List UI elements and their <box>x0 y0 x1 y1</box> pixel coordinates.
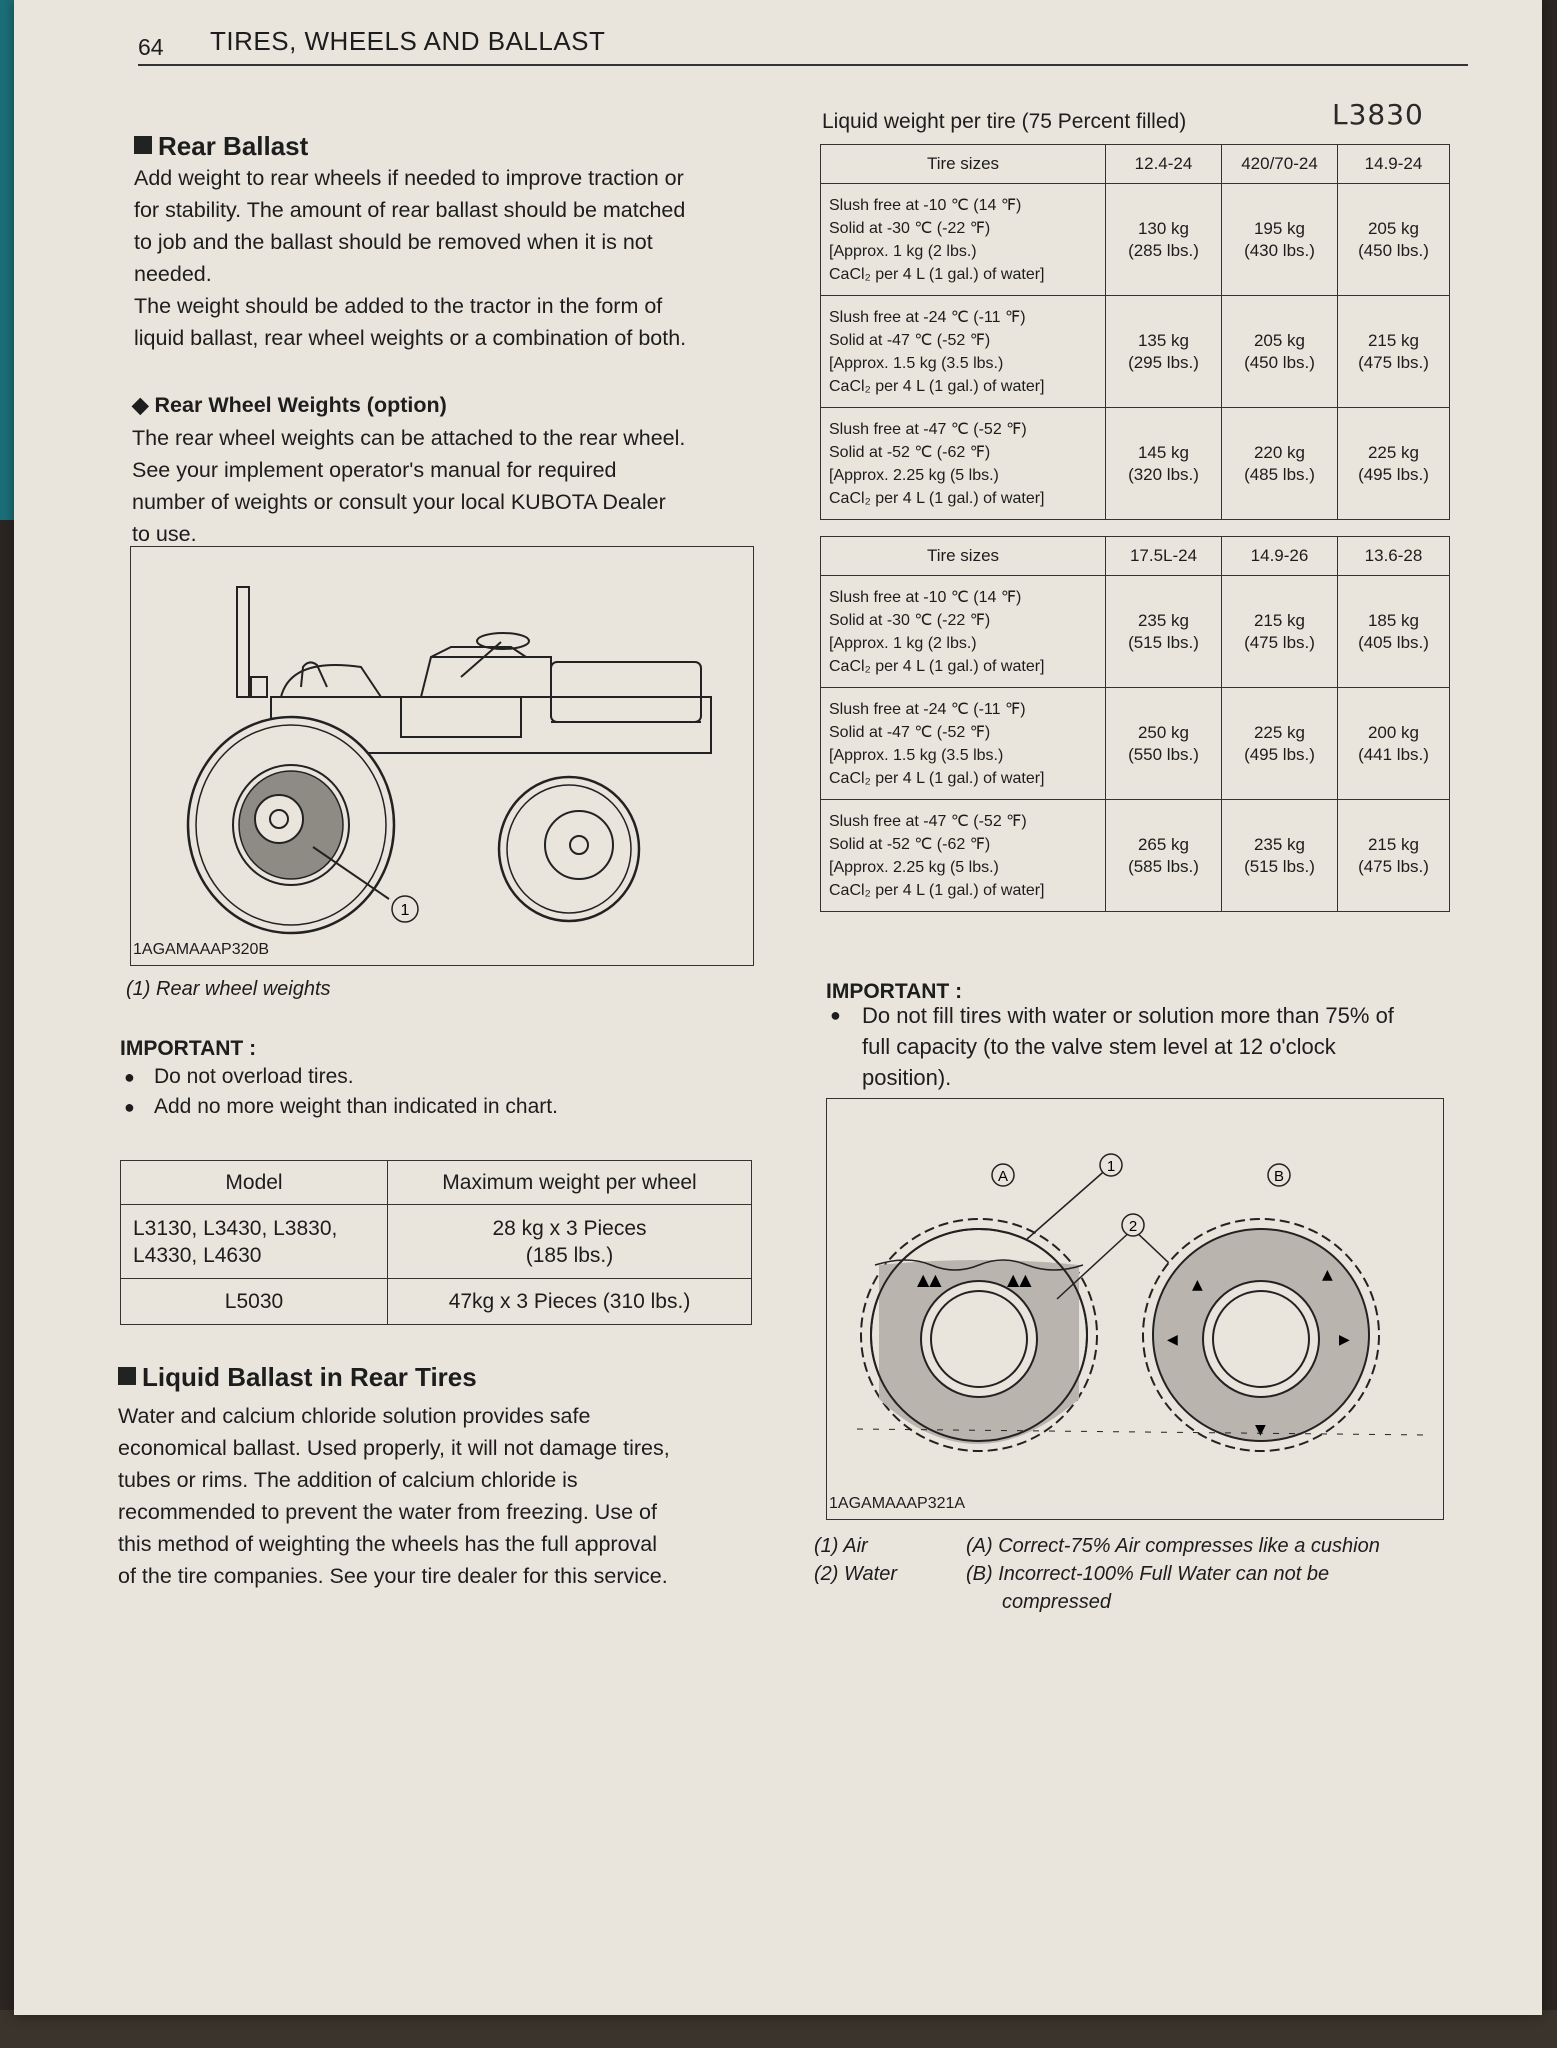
column-header: Model <box>121 1161 388 1205</box>
important-item: ● Do not overload tires. <box>120 1062 760 1092</box>
tire-size-header: 14.9-26 <box>1222 537 1338 576</box>
arrow-out-icon: ▶ <box>1339 1332 1350 1348</box>
header-rule <box>138 64 1468 66</box>
weight-cell: 235 kg (515 lbs.) <box>1222 800 1338 912</box>
tire-fill-figure <box>826 1098 1444 1520</box>
arrow-out-icon: ▲ <box>1322 1267 1333 1283</box>
weight-cell: 220 kg (485 lbs.) <box>1222 408 1338 520</box>
rear-ballast-text: Add weight to rear wheels if needed to improve traction or for stability. The amount of rear ballast should be matched to job and the ballast should be removed when it is not needed. The weight should be added to the tractor in the form of liquid ballast, rear wheel weights or a combination of both. <box>134 166 687 350</box>
table-cell-model: L3130, L3430, L3830, L4330, L4630 <box>121 1205 388 1279</box>
arrow-out-icon: ◀ <box>1167 1332 1178 1348</box>
rear-wheel-weights-heading: ◆ Rear Wheel Weights (option) <box>132 393 447 417</box>
important-heading: IMPORTANT : <box>120 1037 257 1060</box>
important-2-text: ● Do not fill tires with water or solution more than 75% of full capacity (to the valve stem level at 12 o'clock position). <box>826 1000 1466 1093</box>
condition-cell: Slush free at -24 ℃ (-11 ℉) Solid at -47 ℃ (-52 ℉) [Approx. 1.5 kg (3.5 lbs.) CaCl₂ per 4 L (1 gal.) of water] <box>821 296 1106 408</box>
callout-air: 1 <box>1106 1158 1116 1175</box>
figure-code: 1AGAMAAAP321A <box>829 1495 966 1512</box>
important-heading-2: IMPORTANT : <box>826 980 963 1003</box>
tire-size-header: 420/70-24 <box>1222 145 1338 184</box>
important-list <box>120 1062 760 1122</box>
tractor-illustration <box>131 547 753 965</box>
important-item: ● Add no more weight than indicated in chart. <box>120 1092 760 1122</box>
diamond-bullet-icon: ◆ <box>132 393 149 417</box>
weight-cell: 145 kg (320 lbs.) <box>1106 408 1222 520</box>
column-header: Maximum weight per wheel <box>388 1161 752 1205</box>
callout-number: 1 <box>400 902 410 919</box>
tire-correct <box>861 1164 1097 1451</box>
weight-cell: 215 kg (475 lbs.) <box>1338 800 1450 912</box>
condition-cell: Slush free at -24 ℃ (-11 ℉) Solid at -47 ℃ (-52 ℉) [Approx. 1.5 kg (3.5 lbs.) CaCl₂ per 4 L (1 gal.) of water] <box>821 688 1106 800</box>
liquid-ballast-text: Water and calcium chloride solution provides safe economical ballast. Used properly, it will not damage tires, tubes or rims. The addition of calcium chloride is recommended to prevent the water from freezing. Use of this method of weighting the wheels has the full approval of the tire companies. See your tire dealer for this service. <box>118 1404 670 1588</box>
weight-cell: 215 kg (475 lbs.) <box>1338 296 1450 408</box>
front-wheel <box>499 777 639 921</box>
section-square-icon <box>118 1367 136 1385</box>
manual-page <box>14 0 1542 2015</box>
weight-cell: 130 kg (285 lbs.) <box>1106 184 1222 296</box>
handwritten-note: L3830 <box>1332 98 1424 131</box>
figure-label-a: A <box>997 1168 1009 1185</box>
liquid-ballast-heading: Liquid Ballast in Rear Tires <box>118 1362 477 1393</box>
condition-cell: Slush free at -47 ℃ (-52 ℉) Solid at -52 ℃ (-62 ℉) [Approx. 2.25 kg (5 lbs.) CaCl₂ per 4 L (1 gal.) of water] <box>821 800 1106 912</box>
weight-cell: 200 kg (441 lbs.) <box>1338 688 1450 800</box>
weight-cell: 250 kg (550 lbs.) <box>1106 688 1222 800</box>
condition-cell: Slush free at -10 ℃ (14 ℉) Solid at -30 ℃ (-22 ℉) [Approx. 1 kg (2 lbs.) CaCl₂ per 4 L (1 gal.) of water] <box>821 184 1106 296</box>
tire-fill-illustration <box>827 1099 1443 1519</box>
figure-label-b: B <box>1273 1168 1285 1185</box>
weight-cell: 215 kg (475 lbs.) <box>1222 576 1338 688</box>
tire-table-title: Liquid weight per tire (75 Percent filled) <box>822 110 1187 133</box>
weight-cell: 205 kg (450 lbs.) <box>1338 184 1450 296</box>
section-square-icon <box>134 136 152 154</box>
figure-code: 1AGAMAAAP320B <box>133 941 270 958</box>
tire-incorrect <box>1143 1164 1379 1451</box>
condition-cell: Slush free at -10 ℃ (14 ℉) Solid at -30 ℃ (-22 ℉) [Approx. 1 kg (2 lbs.) CaCl₂ per 4 L (1 gal.) of water] <box>821 576 1106 688</box>
table-cell-weight: 47kg x 3 Pieces (310 lbs.) <box>388 1279 752 1325</box>
arrow-out-icon: ▲ <box>1192 1277 1203 1293</box>
arrow-up-icon: ▲▲ <box>917 1270 942 1289</box>
weight-cell: 225 kg (495 lbs.) <box>1222 688 1338 800</box>
figure-2-caption-left: (1) Air (2) Water <box>814 1535 897 1585</box>
page-header-title: TIRES, WHEELS AND BALLAST <box>210 26 606 56</box>
table-cell-weight: 28 kg x 3 Pieces (185 lbs.) <box>388 1205 752 1279</box>
weight-cell: 235 kg (515 lbs.) <box>1106 576 1222 688</box>
tractor-figure <box>130 546 754 966</box>
weight-cell: 135 kg (295 lbs.) <box>1106 296 1222 408</box>
tire-size-header: 13.6-28 <box>1338 537 1450 576</box>
tire-sizes-label: Tire sizes <box>821 145 1106 184</box>
weight-cell: 205 kg (450 lbs.) <box>1222 296 1338 408</box>
rear-ballast-heading: Rear Ballast <box>134 131 308 162</box>
callout-water: 2 <box>1128 1218 1138 1235</box>
condition-cell: Slush free at -47 ℃ (-52 ℉) Solid at -52 ℃ (-62 ℉) [Approx. 2.25 kg (5 lbs.) CaCl₂ per 4 L (1 gal.) of water] <box>821 408 1106 520</box>
tire-weight-table-2 <box>820 536 1450 912</box>
model-weight-table <box>120 1160 752 1325</box>
tire-sizes-label: Tire sizes <box>821 537 1106 576</box>
rear-wheel-weights-text: The rear wheel weights can be attached to the rear wheel. See your implement operator's manual for required number of weights or consult your local KUBOTA Dealer to use. <box>132 426 686 546</box>
arrow-up-icon: ▲▲ <box>1007 1270 1032 1289</box>
weight-cell: 225 kg (495 lbs.) <box>1338 408 1450 520</box>
weight-cell: 265 kg (585 lbs.) <box>1106 800 1222 912</box>
arrow-out-icon: ▼ <box>1255 1422 1266 1438</box>
weight-cell: 195 kg (430 lbs.) <box>1222 184 1338 296</box>
page-number: 64 <box>138 34 164 60</box>
tire-weight-table-1 <box>820 144 1450 520</box>
table-cell-model: L5030 <box>121 1279 388 1325</box>
tire-size-header: 14.9-24 <box>1338 145 1450 184</box>
figure-2-caption-right: (A) Correct-75% Air compresses like a cushion (B) Incorrect-100% Full Water can not be compressed <box>966 1535 1380 1613</box>
figure-caption: (1) Rear wheel weights <box>126 978 331 1000</box>
tire-size-header: 12.4-24 <box>1106 145 1222 184</box>
bullet-icon: ● <box>830 1005 841 1025</box>
tire-size-header: 17.5L-24 <box>1106 537 1222 576</box>
weight-cell: 185 kg (405 lbs.) <box>1338 576 1450 688</box>
rear-wheel <box>188 717 394 933</box>
